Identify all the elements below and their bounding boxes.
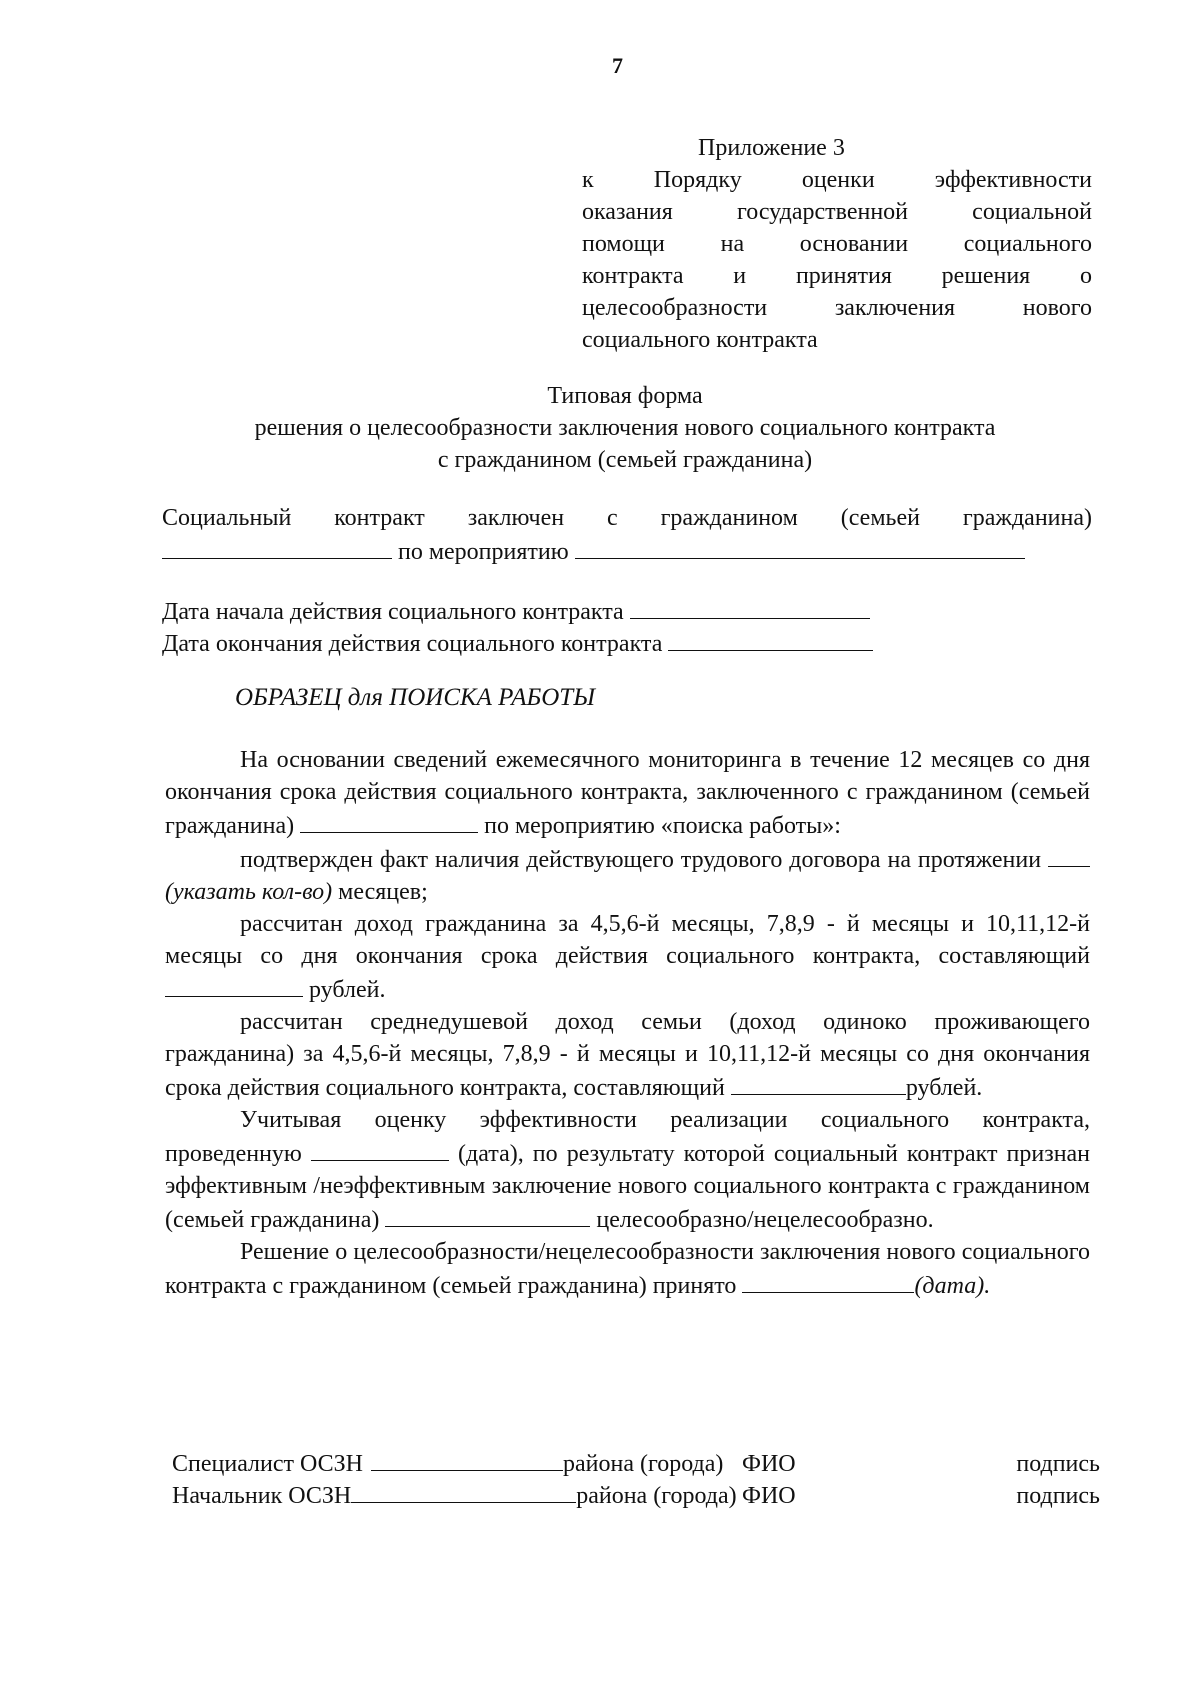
signature-row (172, 1448, 1100, 1480)
income-blank[interactable] (165, 972, 303, 997)
form-title-line2: решения о целесообразности заключения нового социального контракта (254, 415, 996, 441)
signature-role: Начальник ОСЗН (172, 1483, 352, 1509)
contract-line: Социальный контракт заключен с гражданином (семьей гражданина) (162, 505, 1092, 531)
months-blank[interactable] (1048, 842, 1090, 867)
start-date-label: Дата начала действия социального контракта (162, 599, 624, 625)
signature-label: подпись (1016, 1483, 1100, 1509)
start-date-field[interactable] (630, 594, 870, 619)
page-number: 7 (612, 53, 623, 78)
end-date-label: Дата окончания действия социального контракта (162, 631, 663, 657)
blank-field[interactable] (162, 534, 392, 559)
district-label: района (города) (576, 1483, 737, 1509)
district-label: района (города) (563, 1451, 724, 1477)
paragraph-monitoring: На основании сведений ежемесячного мониторинга в течение 12 месяцев со дня окончания срока действия социального контракта, заключенного с гражданином (семьей гражданина) по мероприятию «поиска работы»: (165, 747, 1090, 839)
appendix-line: целесообразности заключения нового (582, 295, 1092, 321)
signature-row (172, 1480, 1100, 1512)
start-date-line (162, 594, 870, 628)
appendix-line: помощи на основании социального (582, 231, 1092, 257)
appendix-body (582, 164, 1092, 356)
decision-blank[interactable] (385, 1202, 590, 1227)
family-income-blank[interactable] (731, 1070, 906, 1095)
paragraph-evaluation: Учитывая оценку эффективности реализации социального контракта, проведенную (дата), по результату которой социальный контракт признан эффективным /неэффективным заключение нового социального контракта с гражданином (семьей гражданина) целесообразно/нецелесообразно. (165, 1107, 1091, 1233)
name-label: ФИО (742, 1451, 796, 1477)
event-blank-field[interactable] (575, 534, 1025, 559)
appendix-line: социального контракта (582, 327, 818, 353)
paragraph-contract: подтвержден факт наличия действующего трудового договора на протяжении (указать кол-во) месяцев; (165, 842, 1090, 908)
body-text (165, 744, 1090, 1302)
district-blank[interactable] (351, 1478, 576, 1503)
evaluation-date-blank[interactable] (311, 1136, 449, 1161)
paragraph-decision: Решение о целесообразности/нецелесообразности заключения нового социального контракта с гражданином (семьей гражданина) принято (дата). (165, 1239, 1090, 1299)
paragraph-family-income: рассчитан среднедушевой доход семьи (доход одиноко проживающего гражданина) за 4,5,6-й месяцы, 7,8,9 - й месяцы и 10,11,12-й месяцы со дня окончания срока действия социального контракта, составляющий рублей. (165, 1009, 1090, 1101)
appendix-title: Приложение 3 (698, 135, 845, 161)
signature-block (172, 1448, 1100, 1512)
paragraph-income: рассчитан доход гражданина за 4,5,6-й месяцы, 7,8,9 - й месяцы и 10,11,12-й месяцы со дня окончания срока действия социального контракта, составляющий рублей. (165, 911, 1090, 1003)
form-title-line1: Типовая форма (547, 383, 703, 409)
name-label: ФИО (742, 1483, 796, 1509)
end-date-field[interactable] (668, 626, 873, 651)
end-date-line (162, 626, 873, 660)
appendix-block (582, 132, 1092, 356)
citizen-blank[interactable] (300, 808, 478, 833)
decision-date-blank[interactable] (742, 1268, 914, 1293)
contract-event-line (162, 534, 1025, 568)
appendix-line: к Порядку оценки эффективности (582, 167, 1092, 193)
appendix-line: оказания государственной социальной (582, 199, 1092, 225)
form-title-line3: с гражданином (семьей гражданина) (437, 447, 813, 473)
sample-heading: ОБРАЗЕЦ для ПОИСКА РАБОТЫ (235, 684, 595, 711)
event-label: по мероприятию (398, 539, 569, 565)
signature-role: Специалист ОСЗН (172, 1451, 364, 1477)
appendix-line: контракта и принятия решения о (582, 263, 1092, 289)
district-blank[interactable] (371, 1446, 563, 1471)
signature-label: подпись (1016, 1451, 1100, 1477)
